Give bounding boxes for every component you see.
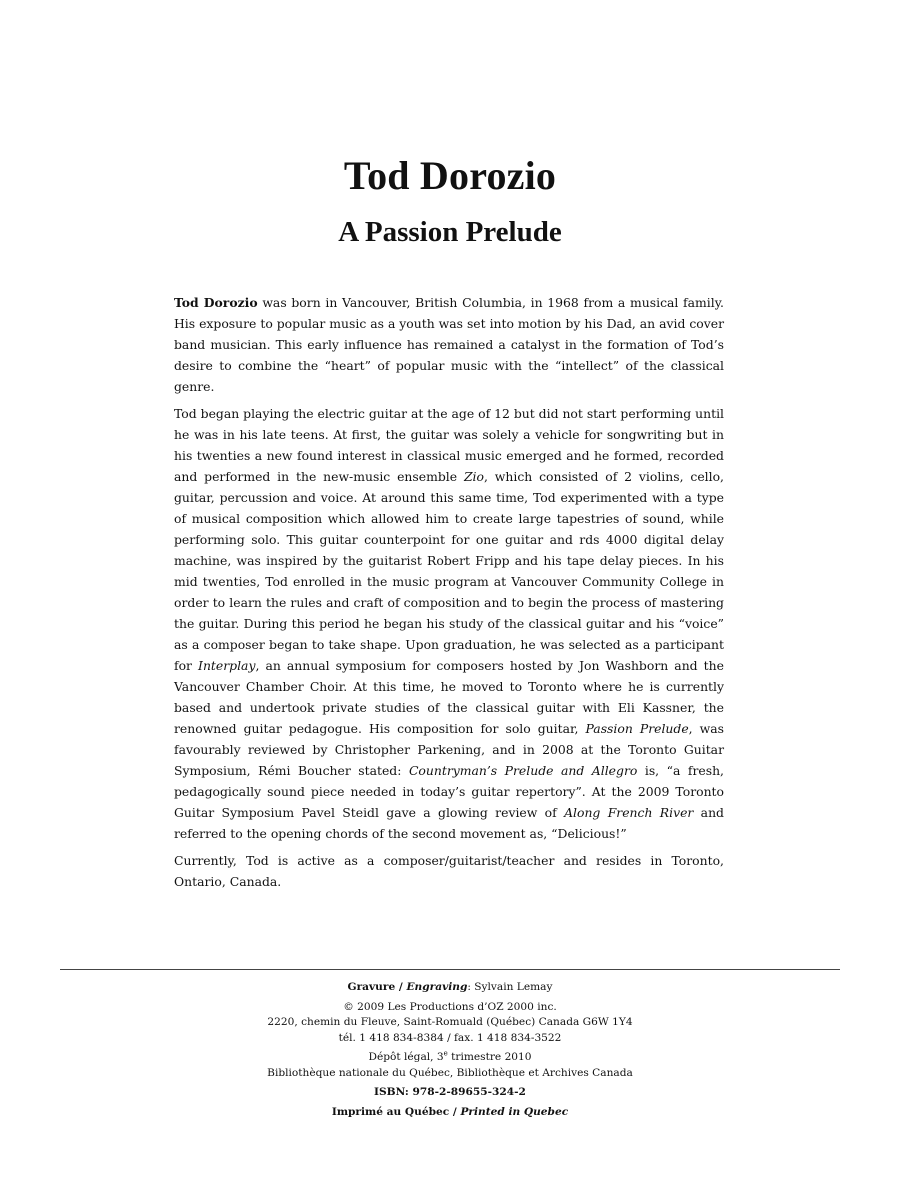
bio-p2-text-2: , which consisted of 2 violins, cello, guitar, percussion and voice. At around this same time, Tod experimented with a type of musical composition which allowed him to create large tapestries of sound, while performing solo. This guitar counterpoint for one guitar and rds 4000 digital delay machine, was inspired by the guitarist Robert Fripp and his tape delay pieces. In his mid twenties, Tod enrolled in the music program at Vancouver Community College in order to learn the rules and craft of composition and to begin the process of mastering the guitar. During this period he began his study of the classical guitar and his “voice” as a composer began to take shape. Upon graduation, he was selected as a participant for: [174, 469, 724, 673]
engraver-name: : Sylvain Lemay: [467, 981, 553, 993]
legal-deposit-sup: e: [443, 1049, 448, 1058]
engraving-label-en: Engraving: [406, 981, 468, 993]
printed-fr: Imprimé au Québec: [331, 1105, 450, 1118]
address-line: 2220, chemin du Fleuve, Saint-Romuald (Québec) Canada G6W 1Y4: [267, 1016, 633, 1028]
ensemble-name: Zio: [463, 469, 484, 484]
printed-separator: /: [449, 1105, 461, 1118]
biography: [174, 292, 724, 898]
bio-paragraph-1: [174, 292, 724, 397]
legal-deposit-a: Dépôt légal, 3: [368, 1051, 444, 1063]
divider-rule: [60, 969, 840, 970]
library-line: Bibliothèque nationale du Québec, Bibliothèque et Archives Canada: [267, 1066, 633, 1079]
engraving-label-fr: Gravure: [347, 981, 396, 993]
engraving-credit: [0, 980, 900, 996]
bio-paragraph-2: [174, 403, 724, 844]
phone-line: tél. 1 418 834-8384 / fax. 1 418 834-3522: [338, 1031, 562, 1044]
work-title-3: Along French River: [564, 805, 694, 820]
copyright-line: © 2009 Les Productions d’OZ 2000 inc.: [343, 1000, 557, 1013]
engraving-separator: /: [395, 981, 407, 993]
symposium-name: Interplay: [198, 658, 256, 673]
bio-p1-text: was born in Vancouver, British Columbia, in 1968 from a musical family. His exposure to popular music as a youth was set into motion by his Dad, an avid cover band musician. This early influence has remained a catalyst in the formation of Tod’s desire to combine the “heart” of popular music with the “intellect” of the classical genre.: [174, 295, 724, 394]
printed-en: Printed in Quebec: [460, 1105, 569, 1118]
printed-line: [0, 1105, 900, 1121]
piece-title: A Passion Prelude: [338, 216, 562, 248]
bio-name: Tod Dorozio: [174, 295, 258, 310]
legal-deposit-block: [0, 1050, 900, 1081]
publisher-block: [0, 1000, 900, 1047]
bio-p2-text-3: , an annual symposium for composers hosted by Jon Washborn and the Vancouver Chamber Choir. At this time, he moved to Toronto where he is currently based and undertook private studies of the classical guitar with Eli Kassner, the renowned guitar pedagogue. His composition for solo guitar,: [174, 658, 724, 736]
bio-p2-text-6: and referred to the opening chords of the second movement as, “Delicious!”: [174, 805, 724, 841]
legal-deposit-b: trimestre 2010: [447, 1051, 532, 1063]
work-title-2: Countryman’s Prelude and Allegro: [408, 763, 638, 778]
bio-p2-text-5: is, “a fresh, pedagogically sound piece needed in today’s guitar repertory”. At the 2009 Toronto Guitar Symposium Pavel Steidl gave a glowing review of: [174, 763, 724, 820]
legal-deposit-line: [0, 1050, 900, 1066]
isbn-line: ISBN: 978-2-89655-324-2: [374, 1086, 526, 1098]
colophon: [0, 980, 900, 1124]
work-title-1: Passion Prelude: [585, 721, 689, 736]
bio-p2-text-1: Tod began playing the electric guitar at the age of 12 but did not start performing until he was in his late teens. At first, the guitar was solely a vehicle for songwriting but in his twenties a new found interest in classical music emerged and he formed, recorded and performed in the new-music ensemble: [174, 406, 724, 484]
bio-p2-text-4: , was favourably reviewed by Christopher Parkening, and in 2008 at the Toronto Guitar Symposium, Rémi Boucher stated:: [174, 721, 725, 778]
composer-name: Tod Dorozio: [343, 153, 557, 198]
bio-paragraph-3: Currently, Tod is active as a composer/guitarist/teacher and resides in Toronto, Ontario, Canada.: [174, 853, 724, 889]
